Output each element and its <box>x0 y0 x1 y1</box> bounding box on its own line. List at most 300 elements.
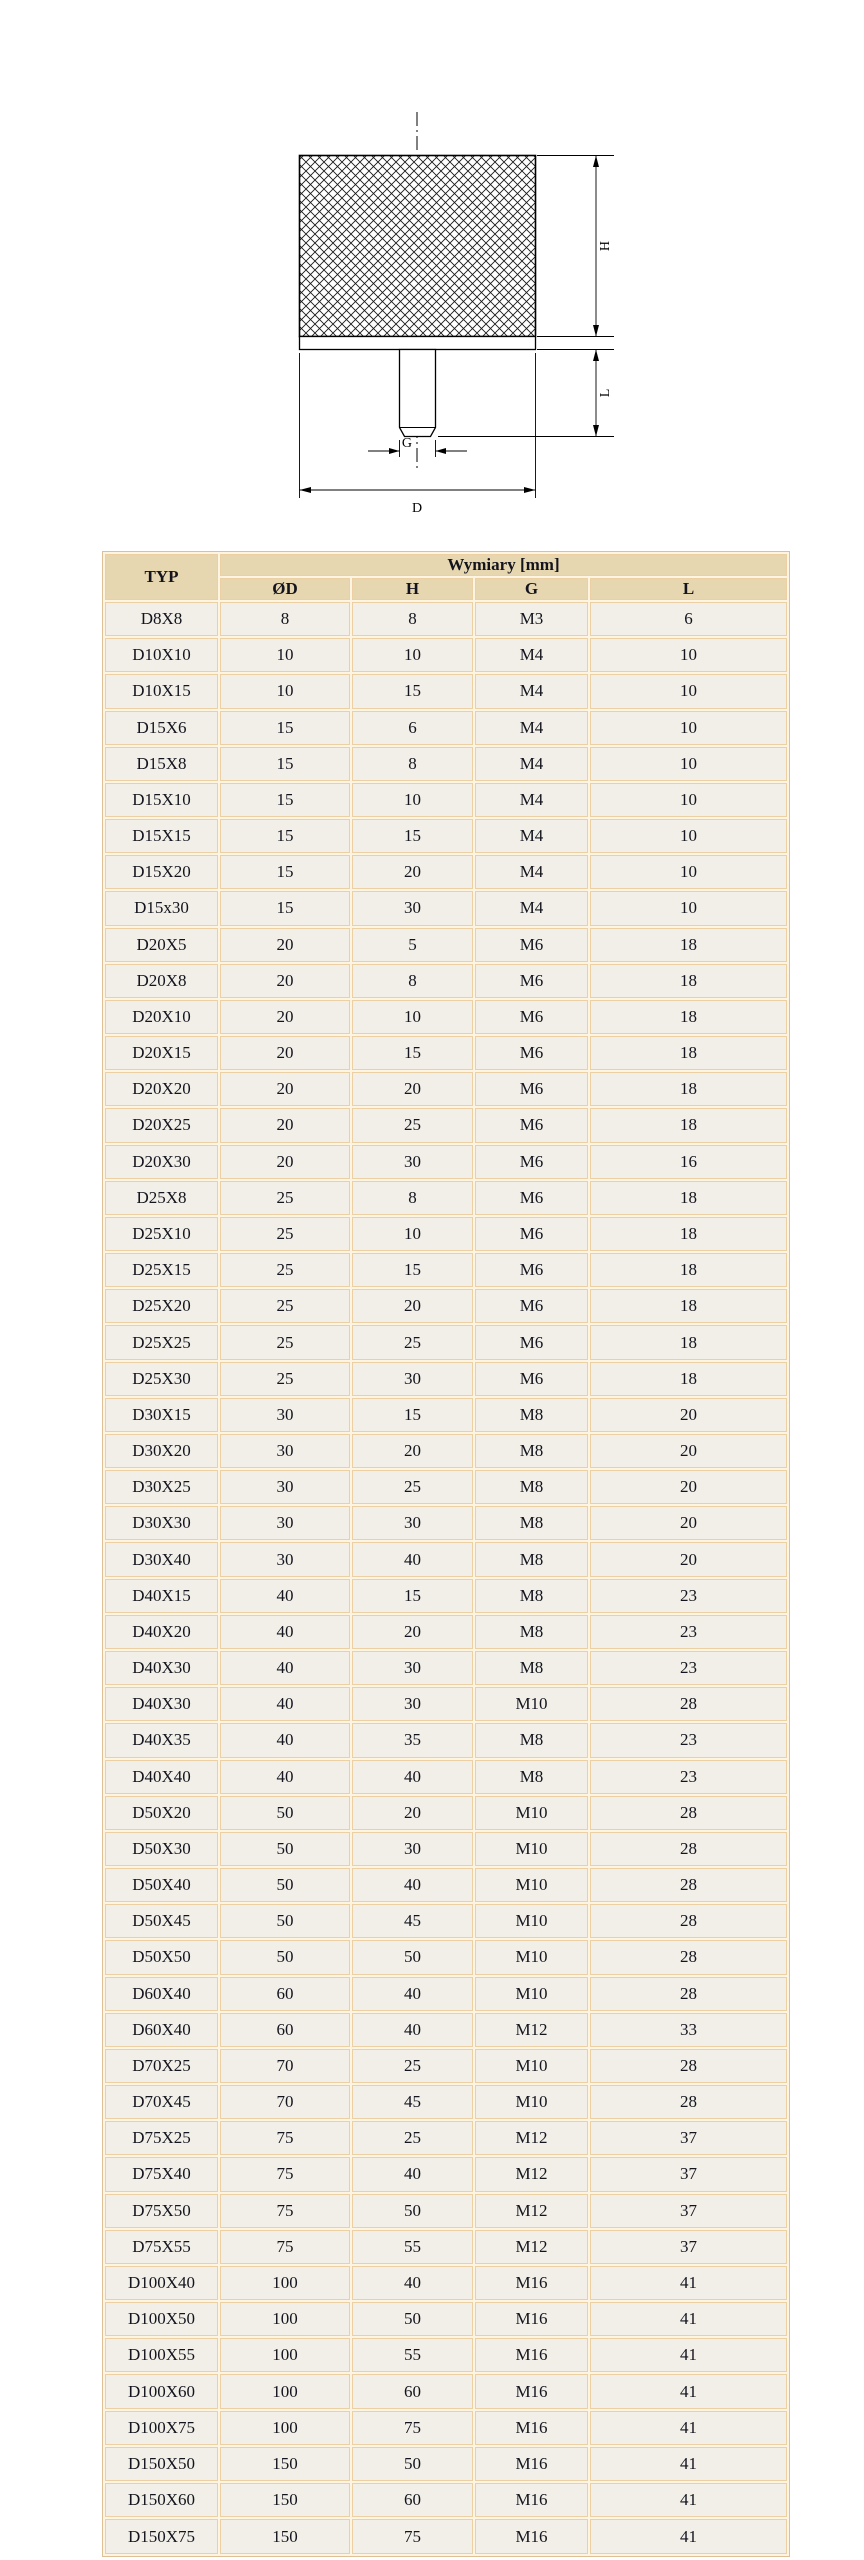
table-row <box>105 1940 787 1974</box>
table-row <box>105 783 787 817</box>
value-cell: M8 <box>475 1506 588 1540</box>
value-cell: M16 <box>475 2374 588 2408</box>
value-cell: M4 <box>475 891 588 925</box>
value-cell: 60 <box>220 2013 350 2047</box>
value-cell: 18 <box>590 1217 787 1251</box>
value-cell: 30 <box>220 1470 350 1504</box>
value-cell: 6 <box>590 602 787 636</box>
value-cell: M8 <box>475 1470 588 1504</box>
technical-drawing <box>0 0 864 545</box>
value-cell: 37 <box>590 2230 787 2264</box>
value-cell: 15 <box>352 1398 473 1432</box>
value-cell: 10 <box>590 855 787 889</box>
value-cell: 100 <box>220 2338 350 2372</box>
table-row <box>105 2519 787 2554</box>
value-cell: 20 <box>220 964 350 998</box>
typ-cell: D20X25 <box>105 1108 218 1142</box>
label-G: G <box>401 436 412 451</box>
spec-table-head <box>105 554 787 600</box>
value-cell: M16 <box>475 2338 588 2372</box>
typ-cell: D100X50 <box>105 2302 218 2336</box>
value-cell: 28 <box>590 1868 787 1902</box>
col-header-g: G <box>475 578 588 600</box>
table-row <box>105 2447 787 2481</box>
value-cell: 41 <box>590 2519 787 2554</box>
typ-cell: D70X25 <box>105 2049 218 2083</box>
value-cell: 20 <box>590 1542 787 1576</box>
value-cell: 100 <box>220 2374 350 2408</box>
value-cell: M16 <box>475 2302 588 2336</box>
value-cell: 50 <box>220 1832 350 1866</box>
typ-cell: D25X8 <box>105 1181 218 1215</box>
value-cell: 25 <box>220 1217 350 1251</box>
value-cell: 40 <box>220 1579 350 1613</box>
value-cell: M10 <box>475 1940 588 1974</box>
table-row <box>105 891 787 925</box>
value-cell: M16 <box>475 2483 588 2517</box>
value-cell: 25 <box>352 2049 473 2083</box>
typ-cell: D20X30 <box>105 1145 218 1179</box>
value-cell: 75 <box>220 2157 350 2191</box>
base-plate <box>300 337 536 350</box>
table-row <box>105 855 787 889</box>
value-cell: 10 <box>590 747 787 781</box>
value-cell: M8 <box>475 1651 588 1685</box>
typ-cell: D15X10 <box>105 783 218 817</box>
value-cell: 40 <box>220 1723 350 1757</box>
value-cell: M6 <box>475 1181 588 1215</box>
value-cell: 100 <box>220 2411 350 2445</box>
value-cell: M6 <box>475 1362 588 1396</box>
value-cell: 20 <box>590 1434 787 1468</box>
value-cell: 70 <box>220 2085 350 2119</box>
value-cell: 150 <box>220 2447 350 2481</box>
col-header-l: L <box>590 578 787 600</box>
value-cell: 5 <box>352 928 473 962</box>
value-cell: 10 <box>352 1217 473 1251</box>
value-cell: 25 <box>352 1470 473 1504</box>
typ-cell: D15X8 <box>105 747 218 781</box>
value-cell: 75 <box>352 2519 473 2554</box>
value-cell: M8 <box>475 1760 588 1794</box>
value-cell: M8 <box>475 1723 588 1757</box>
value-cell: 41 <box>590 2266 787 2300</box>
value-cell: 15 <box>352 1036 473 1070</box>
typ-cell: D70X45 <box>105 2085 218 2119</box>
typ-cell: D75X25 <box>105 2121 218 2155</box>
table-row <box>105 2121 787 2155</box>
value-cell: 50 <box>352 1940 473 1974</box>
typ-cell: D60X40 <box>105 2013 218 2047</box>
value-cell: M4 <box>475 674 588 708</box>
value-cell: 20 <box>590 1506 787 1540</box>
value-cell: 150 <box>220 2483 350 2517</box>
value-cell: 33 <box>590 2013 787 2047</box>
table-row <box>105 1506 787 1540</box>
value-cell: 75 <box>352 2411 473 2445</box>
value-cell: 28 <box>590 1796 787 1830</box>
value-cell: 18 <box>590 1036 787 1070</box>
typ-cell: D20X8 <box>105 964 218 998</box>
typ-cell: D50X20 <box>105 1796 218 1830</box>
value-cell: M12 <box>475 2121 588 2155</box>
value-cell: 15 <box>352 1253 473 1287</box>
value-cell: 8 <box>352 602 473 636</box>
value-cell: 16 <box>590 1145 787 1179</box>
value-cell: 25 <box>352 1108 473 1142</box>
value-cell: M6 <box>475 1000 588 1034</box>
value-cell: 30 <box>220 1542 350 1576</box>
table-row <box>105 1615 787 1649</box>
value-cell: 18 <box>590 1108 787 1142</box>
value-cell: 15 <box>220 819 350 853</box>
value-cell: 25 <box>220 1289 350 1323</box>
typ-cell: D25X30 <box>105 1362 218 1396</box>
value-cell: 30 <box>220 1434 350 1468</box>
value-cell: 28 <box>590 1940 787 1974</box>
value-cell: 20 <box>220 1108 350 1142</box>
table-row <box>105 2013 787 2047</box>
value-cell: M6 <box>475 1145 588 1179</box>
value-cell: 40 <box>352 1977 473 2011</box>
table-row <box>105 928 787 962</box>
table-row <box>105 1723 787 1757</box>
table-row <box>105 2266 787 2300</box>
typ-cell: D150X50 <box>105 2447 218 2481</box>
label-H: H <box>598 240 613 252</box>
value-cell: 20 <box>220 1036 350 1070</box>
value-cell: 30 <box>220 1398 350 1432</box>
typ-cell: D30X40 <box>105 1542 218 1576</box>
value-cell: 20 <box>220 1145 350 1179</box>
value-cell: M6 <box>475 1072 588 1106</box>
value-cell: 40 <box>352 2013 473 2047</box>
value-cell: 30 <box>352 1362 473 1396</box>
typ-cell: D15x30 <box>105 891 218 925</box>
value-cell: 40 <box>220 1615 350 1649</box>
table-row <box>105 1398 787 1432</box>
typ-cell: D20X10 <box>105 1000 218 1034</box>
value-cell: 15 <box>352 674 473 708</box>
table-row <box>105 964 787 998</box>
value-cell: 41 <box>590 2302 787 2336</box>
value-cell: 30 <box>352 1145 473 1179</box>
value-cell: 23 <box>590 1615 787 1649</box>
typ-cell: D50X30 <box>105 1832 218 1866</box>
value-cell: 41 <box>590 2338 787 2372</box>
value-cell: 40 <box>220 1760 350 1794</box>
value-cell: 18 <box>590 1289 787 1323</box>
value-cell: M6 <box>475 1217 588 1251</box>
value-cell: 40 <box>352 1760 473 1794</box>
value-cell: 75 <box>220 2194 350 2228</box>
value-cell: 41 <box>590 2483 787 2517</box>
value-cell: 50 <box>220 1940 350 1974</box>
value-cell: 41 <box>590 2447 787 2481</box>
col-header-h: H <box>352 578 473 600</box>
threaded-stud <box>400 350 436 437</box>
value-cell: 20 <box>352 1615 473 1649</box>
value-cell: M6 <box>475 1036 588 1070</box>
value-cell: 60 <box>220 1977 350 2011</box>
table-row <box>105 2230 787 2264</box>
value-cell: 15 <box>220 783 350 817</box>
table-row <box>105 1977 787 2011</box>
value-cell: 50 <box>220 1904 350 1938</box>
value-cell: 25 <box>352 1325 473 1359</box>
typ-cell: D25X25 <box>105 1325 218 1359</box>
value-cell: M8 <box>475 1398 588 1432</box>
typ-cell: D100X55 <box>105 2338 218 2372</box>
value-cell: M6 <box>475 964 588 998</box>
typ-cell: D25X15 <box>105 1253 218 1287</box>
value-cell: 15 <box>220 891 350 925</box>
table-row <box>105 638 787 672</box>
value-cell: M10 <box>475 1904 588 1938</box>
table-row <box>105 2194 787 2228</box>
value-cell: 10 <box>220 674 350 708</box>
value-cell: 20 <box>220 1072 350 1106</box>
table-row <box>105 1362 787 1396</box>
value-cell: M12 <box>475 2230 588 2264</box>
value-cell: 70 <box>220 2049 350 2083</box>
table-row <box>105 1832 787 1866</box>
table-row <box>105 711 787 745</box>
table-row <box>105 1542 787 1576</box>
typ-cell: D50X40 <box>105 1868 218 1902</box>
value-cell: 8 <box>352 1181 473 1215</box>
value-cell: 40 <box>220 1651 350 1685</box>
value-cell: 75 <box>220 2230 350 2264</box>
typ-cell: D50X45 <box>105 1904 218 1938</box>
value-cell: 20 <box>352 1796 473 1830</box>
value-cell: M16 <box>475 2447 588 2481</box>
value-cell: 8 <box>352 964 473 998</box>
table-row <box>105 1760 787 1794</box>
value-cell: M4 <box>475 711 588 745</box>
value-cell: 50 <box>352 2194 473 2228</box>
table-row <box>105 1325 787 1359</box>
typ-cell: D40X30 <box>105 1687 218 1721</box>
value-cell: 8 <box>220 602 350 636</box>
typ-cell: D40X15 <box>105 1579 218 1613</box>
value-cell: 150 <box>220 2519 350 2554</box>
value-cell: M4 <box>475 783 588 817</box>
value-cell: M10 <box>475 1868 588 1902</box>
value-cell: 20 <box>352 855 473 889</box>
typ-cell: D15X15 <box>105 819 218 853</box>
typ-cell: D75X50 <box>105 2194 218 2228</box>
value-cell: 50 <box>352 2447 473 2481</box>
typ-cell: D10X15 <box>105 674 218 708</box>
value-cell: M3 <box>475 602 588 636</box>
value-cell: 100 <box>220 2302 350 2336</box>
value-cell: 10 <box>220 638 350 672</box>
value-cell: 10 <box>590 891 787 925</box>
value-cell: 25 <box>352 2121 473 2155</box>
table-row <box>105 2049 787 2083</box>
header-row-group <box>105 554 787 576</box>
value-cell: M10 <box>475 1687 588 1721</box>
typ-cell: D40X30 <box>105 1651 218 1685</box>
table-row <box>105 1904 787 1938</box>
value-cell: 40 <box>352 2266 473 2300</box>
table-row <box>105 1289 787 1323</box>
table-row <box>105 1796 787 1830</box>
value-cell: 55 <box>352 2338 473 2372</box>
value-cell: 37 <box>590 2157 787 2191</box>
typ-cell: D40X20 <box>105 1615 218 1649</box>
typ-cell: D25X20 <box>105 1289 218 1323</box>
value-cell: M8 <box>475 1542 588 1576</box>
value-cell: 28 <box>590 1904 787 1938</box>
typ-cell: D30X25 <box>105 1470 218 1504</box>
value-cell: 10 <box>590 711 787 745</box>
value-cell: 23 <box>590 1651 787 1685</box>
col-header-od: ØD <box>220 578 350 600</box>
value-cell: 10 <box>352 1000 473 1034</box>
table-row <box>105 2157 787 2191</box>
value-cell: M8 <box>475 1615 588 1649</box>
value-cell: M10 <box>475 2049 588 2083</box>
value-cell: 15 <box>220 855 350 889</box>
value-cell: 20 <box>590 1398 787 1432</box>
table-row <box>105 2085 787 2119</box>
table-row <box>105 1651 787 1685</box>
table-row <box>105 1108 787 1142</box>
table-row <box>105 1000 787 1034</box>
value-cell: M4 <box>475 638 588 672</box>
table-row <box>105 1181 787 1215</box>
value-cell: 6 <box>352 711 473 745</box>
typ-cell: D30X30 <box>105 1506 218 1540</box>
value-cell: 28 <box>590 1977 787 2011</box>
value-cell: M16 <box>475 2266 588 2300</box>
value-cell: 15 <box>220 711 350 745</box>
value-cell: M6 <box>475 1253 588 1287</box>
typ-cell: D75X55 <box>105 2230 218 2264</box>
value-cell: M6 <box>475 1325 588 1359</box>
typ-cell: D25X10 <box>105 1217 218 1251</box>
value-cell: 23 <box>590 1579 787 1613</box>
value-cell: 10 <box>352 638 473 672</box>
value-cell: M10 <box>475 2085 588 2119</box>
typ-cell: D20X20 <box>105 1072 218 1106</box>
value-cell: 75 <box>220 2121 350 2155</box>
spec-table-body <box>105 602 787 2554</box>
dimensions-group-header: Wymiary [mm] <box>220 554 787 576</box>
value-cell: M4 <box>475 855 588 889</box>
value-cell: 10 <box>590 638 787 672</box>
value-cell: M6 <box>475 928 588 962</box>
value-cell: 30 <box>352 1506 473 1540</box>
typ-cell: D20X15 <box>105 1036 218 1070</box>
value-cell: M16 <box>475 2519 588 2554</box>
value-cell: 100 <box>220 2266 350 2300</box>
typ-cell: D50X50 <box>105 1940 218 1974</box>
spec-table <box>102 551 790 2557</box>
value-cell: 8 <box>352 747 473 781</box>
table-row <box>105 1072 787 1106</box>
typ-cell: D15X6 <box>105 711 218 745</box>
typ-cell: D150X75 <box>105 2519 218 2554</box>
value-cell: 30 <box>352 1687 473 1721</box>
value-cell: 20 <box>352 1072 473 1106</box>
value-cell: 25 <box>220 1362 350 1396</box>
value-cell: 15 <box>220 747 350 781</box>
value-cell: 50 <box>220 1796 350 1830</box>
typ-cell: D100X60 <box>105 2374 218 2408</box>
value-cell: M8 <box>475 1579 588 1613</box>
table-row <box>105 2338 787 2372</box>
typ-cell: D75X40 <box>105 2157 218 2191</box>
value-cell: 25 <box>220 1181 350 1215</box>
value-cell: M8 <box>475 1434 588 1468</box>
value-cell: 10 <box>590 819 787 853</box>
value-cell: 45 <box>352 2085 473 2119</box>
value-cell: 20 <box>220 1000 350 1034</box>
typ-cell: D20X5 <box>105 928 218 962</box>
typ-cell: D40X35 <box>105 1723 218 1757</box>
value-cell: 18 <box>590 1362 787 1396</box>
table-row <box>105 2302 787 2336</box>
value-cell: 18 <box>590 1181 787 1215</box>
table-row <box>105 1434 787 1468</box>
rubber-body <box>300 156 536 337</box>
value-cell: 20 <box>220 928 350 962</box>
value-cell: M4 <box>475 819 588 853</box>
value-cell: 18 <box>590 1253 787 1287</box>
table-row <box>105 1868 787 1902</box>
table-row <box>105 1579 787 1613</box>
value-cell: 10 <box>590 674 787 708</box>
value-cell: 18 <box>590 1325 787 1359</box>
spec-table-container <box>102 551 790 2557</box>
value-cell: 20 <box>352 1434 473 1468</box>
value-cell: M12 <box>475 2013 588 2047</box>
value-cell: M4 <box>475 747 588 781</box>
dimension-L <box>438 350 614 437</box>
value-cell: 60 <box>352 2374 473 2408</box>
value-cell: 40 <box>352 2157 473 2191</box>
value-cell: M6 <box>475 1108 588 1142</box>
value-cell: 15 <box>352 819 473 853</box>
table-row <box>105 819 787 853</box>
value-cell: M10 <box>475 1832 588 1866</box>
typ-cell: D40X40 <box>105 1760 218 1794</box>
label-L: L <box>598 388 613 398</box>
value-cell: 18 <box>590 1000 787 1034</box>
typ-cell: D30X20 <box>105 1434 218 1468</box>
value-cell: 10 <box>590 783 787 817</box>
table-row <box>105 674 787 708</box>
value-cell: 28 <box>590 1687 787 1721</box>
value-cell: 20 <box>590 1470 787 1504</box>
value-cell: 25 <box>220 1325 350 1359</box>
value-cell: 28 <box>590 1832 787 1866</box>
value-cell: 30 <box>352 1832 473 1866</box>
value-cell: 18 <box>590 928 787 962</box>
label-D: D <box>411 501 423 516</box>
value-cell: 10 <box>352 783 473 817</box>
value-cell: 37 <box>590 2121 787 2155</box>
typ-cell: D100X40 <box>105 2266 218 2300</box>
typ-cell: D10X10 <box>105 638 218 672</box>
value-cell: M10 <box>475 1796 588 1830</box>
value-cell: M12 <box>475 2194 588 2228</box>
typ-cell: D150X60 <box>105 2483 218 2517</box>
value-cell: M10 <box>475 1977 588 2011</box>
